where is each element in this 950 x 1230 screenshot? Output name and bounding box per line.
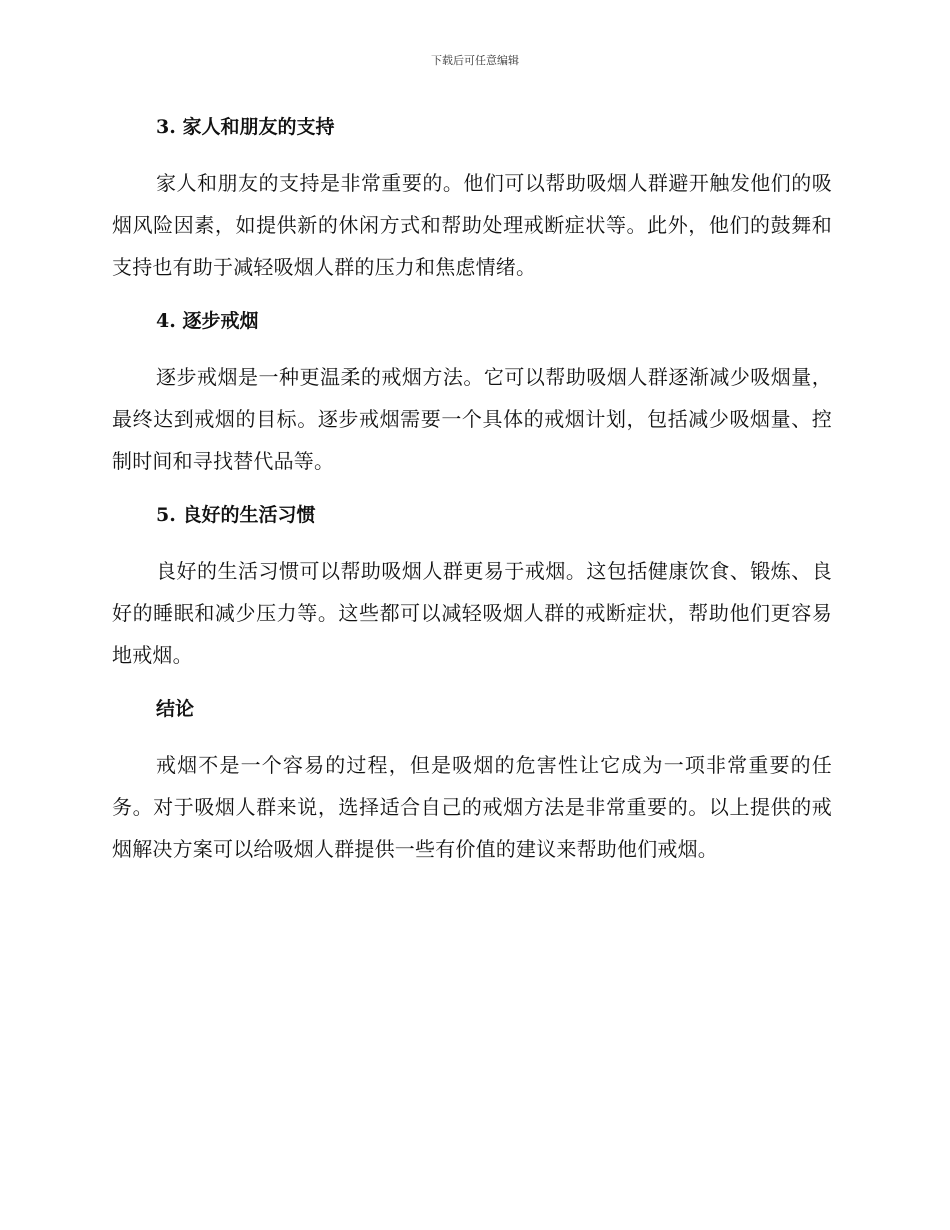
- document-body: [112, 112, 832, 888]
- page-header: 下载后可任意编辑: [431, 54, 519, 67]
- section-paragraph-conclusion: 戒烟不是一个容易的过程，但是吸烟的危害性让它成为一项非常重要的任务。对于吸烟人群来说，选择适合自己的戒烟方法是非常重要的。以上提供的戒烟解决方案可以给吸烟人群提供一些有价值的建议来帮助他们戒烟。: [112, 753, 832, 861]
- section-heading-family-support: 3. 家人和朋友的支持: [156, 116, 335, 138]
- section-paragraph-healthy-habits: 良好的生活习惯可以帮助吸烟人群更易于戒烟。这包括健康饮食、锻炼、良好的睡眠和减少压力等。这些都可以减轻吸烟人群的戒断症状，帮助他们更容易地戒烟。: [112, 559, 832, 667]
- section-heading-gradual-quitting: 4. 逐步戒烟: [156, 310, 259, 332]
- section-heading-healthy-habits: 5. 良好的生活习惯: [156, 504, 316, 526]
- section-paragraph-gradual-quitting: 逐步戒烟是一种更温柔的戒烟方法。它可以帮助吸烟人群逐渐减少吸烟量，最终达到戒烟的目标。逐步戒烟需要一个具体的戒烟计划，包括减少吸烟量、控制时间和寻找替代品等。: [112, 365, 832, 473]
- section-paragraph-family-support: 家人和朋友的支持是非常重要的。他们可以帮助吸烟人群避开触发他们的吸烟风险因素，如提供新的休闲方式和帮助处理戒断症状等。此外，他们的鼓舞和支持也有助于减轻吸烟人群的压力和焦虑情绪。: [112, 171, 832, 279]
- section-heading-conclusion: 结论: [156, 698, 195, 720]
